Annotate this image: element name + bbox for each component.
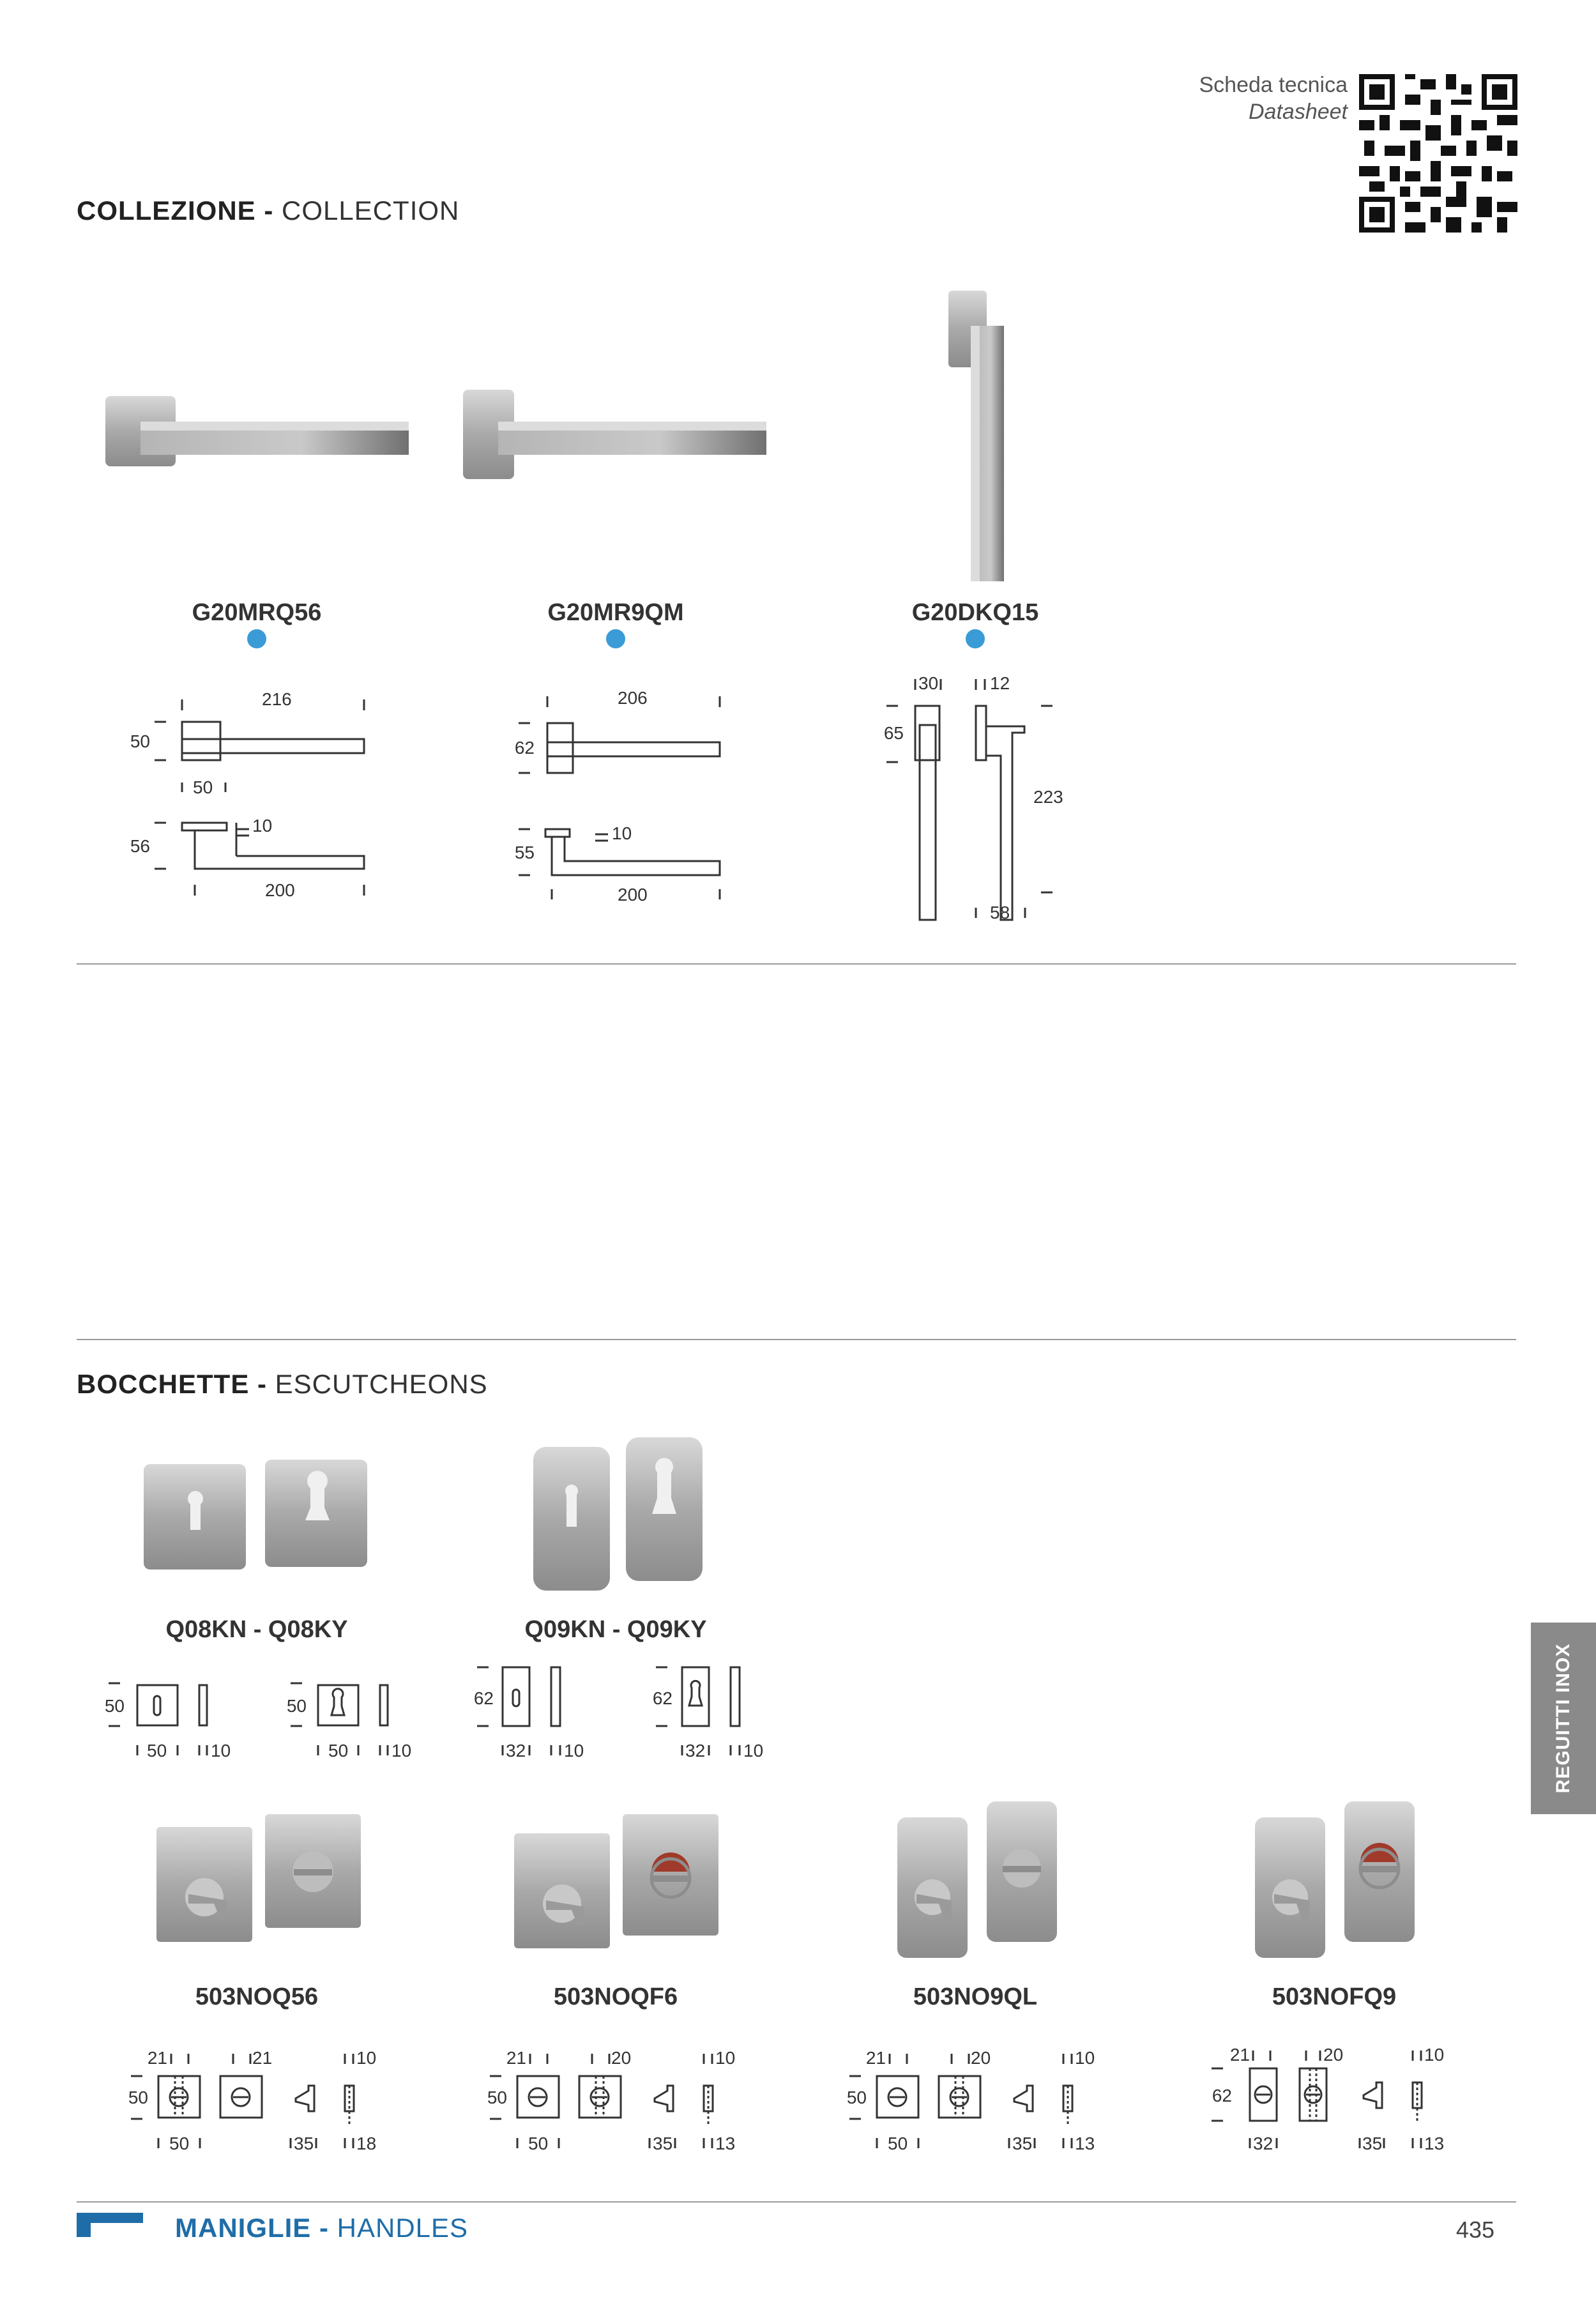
dim-label: 50: [487, 2088, 507, 2107]
privacy-set-image-503noqf6: [508, 1808, 725, 1955]
escutcheons-title-bold: BOCCHETTE -: [77, 1369, 275, 1399]
datasheet-label-en: Datasheet: [1249, 100, 1348, 124]
dim-label: 10: [1424, 2045, 1445, 2065]
brand-logo-icon: [77, 2213, 143, 2237]
escutcheon-image-q09: [527, 1434, 712, 1594]
dim-label: 50: [169, 2134, 190, 2153]
dim-label: 10: [743, 1741, 764, 1761]
product-code: 503NO9QL: [913, 1983, 1038, 2010]
dim-label: 21: [1229, 2045, 1250, 2065]
dim-label: 35: [294, 2134, 314, 2153]
side-tab[interactable]: [1531, 1623, 1596, 1814]
collection-title: [77, 195, 459, 226]
dim-label: 50: [104, 1696, 125, 1716]
dim-label: 200: [618, 885, 648, 905]
dim-label: 10: [356, 2048, 377, 2068]
finish-dot: [606, 629, 625, 648]
technical-drawing-q09: [469, 1661, 776, 1769]
dim-label: 32: [506, 1741, 526, 1761]
technical-drawing-503no9ql: [833, 2041, 1127, 2162]
dim-label: 32: [685, 1741, 706, 1761]
dim-label: 62: [1212, 2086, 1232, 2105]
product-code: 503NOQ56: [195, 1983, 319, 2010]
dim-label: 32: [1253, 2134, 1273, 2153]
product-code: G20DKQ15: [911, 599, 1039, 626]
divider: [77, 963, 1516, 965]
dim-label: 50: [528, 2134, 549, 2153]
product-code: 503NOFQ9: [1272, 1983, 1397, 2010]
dim-label: 50: [888, 2134, 908, 2153]
dim-label: 21: [147, 2048, 167, 2068]
dim-label: 62: [473, 1688, 494, 1708]
dim-label: 10: [211, 1741, 231, 1761]
dim-label: 50: [130, 731, 150, 751]
escutcheon-image-q08: [141, 1456, 377, 1578]
dim-label: 35: [1362, 2134, 1383, 2153]
dim-label: 50: [193, 777, 213, 797]
technical-drawing-g20mrq56: [130, 684, 383, 913]
dim-label: 10: [391, 1741, 412, 1761]
dim-label: 13: [715, 2134, 736, 2153]
dim-label: 10: [564, 1741, 584, 1761]
dim-label: 55: [514, 843, 535, 862]
dim-label: 56: [130, 836, 150, 856]
technical-drawing-503noq56: [115, 2041, 409, 2162]
product-code: G20MRQ56: [192, 599, 322, 626]
technical-drawing-g20dkq15: [869, 668, 1079, 929]
dim-label: 216: [262, 689, 292, 709]
handle-image-g20mrq56: [102, 383, 415, 479]
dim-label: 35: [1012, 2134, 1033, 2153]
dim-label: 10: [715, 2048, 736, 2068]
dim-label: 65: [883, 723, 904, 743]
technical-drawing-q08: [96, 1661, 428, 1769]
dim-label: 58: [990, 903, 1010, 922]
dim-label: 10: [1075, 2048, 1095, 2068]
dim-label: 50: [328, 1741, 349, 1761]
footer-divider: [77, 2201, 1516, 2203]
technical-drawing-503noqf6: [474, 2041, 768, 2162]
dim-label: 13: [1075, 2134, 1095, 2153]
product-code: Q09KN - Q09KY: [524, 1616, 707, 1643]
dim-label: 13: [1424, 2134, 1445, 2153]
dim-label: 206: [618, 688, 648, 708]
product-code: 503NOQF6: [553, 1983, 678, 2010]
privacy-set-image-503noq56: [150, 1808, 367, 1955]
technical-drawing-503nofq9: [1192, 2038, 1486, 2159]
dim-label: 20: [611, 2048, 632, 2068]
dim-label: 200: [265, 880, 295, 900]
privacy-set-image-503nofq9: [1249, 1798, 1427, 1964]
dim-label: 223: [1033, 787, 1063, 807]
dim-label: 62: [652, 1688, 673, 1708]
dim-label: 18: [356, 2134, 377, 2153]
dim-label: 30: [918, 673, 939, 693]
datasheet-label-it: Scheda tecnica: [1199, 73, 1348, 97]
footer-title-bold: MANIGLIE -: [175, 2213, 337, 2243]
footer-title: [175, 2213, 468, 2243]
dim-label: 20: [971, 2048, 991, 2068]
datasheet-label: [1086, 72, 1348, 125]
dim-label: 10: [252, 816, 273, 836]
dim-label: 20: [1323, 2045, 1344, 2065]
side-tab-label: REGUITTI INOX: [1553, 1643, 1574, 1794]
page-number: 435: [1455, 2217, 1494, 2243]
dim-label: 10: [612, 823, 632, 843]
dim-label: 50: [846, 2088, 867, 2107]
handle-image-g20mr9qm: [460, 386, 773, 482]
dim-label: 62: [514, 738, 535, 758]
dim-label: 21: [252, 2048, 273, 2068]
finish-dot: [966, 629, 985, 648]
dim-label: 50: [286, 1696, 307, 1716]
footer-title-light: HANDLES: [337, 2213, 469, 2243]
dim-label: 21: [865, 2048, 886, 2068]
qr-code-icon[interactable]: [1359, 74, 1517, 233]
product-code: Q08KN - Q08KY: [165, 1616, 348, 1643]
dim-label: 50: [128, 2088, 148, 2107]
dim-label: 35: [653, 2134, 673, 2153]
dim-label: 12: [990, 673, 1010, 693]
divider: [77, 1339, 1516, 1340]
handle-image-g20dkq15: [939, 287, 1015, 588]
dim-label: 50: [147, 1741, 167, 1761]
escutcheons-title-light: ESCUTCHEONS: [275, 1369, 488, 1399]
privacy-set-image-503no9ql: [891, 1798, 1070, 1964]
technical-drawing-g20mr9qm: [499, 684, 742, 913]
product-code: G20MR9QM: [547, 599, 684, 626]
collection-title-light: COLLECTION: [282, 195, 460, 225]
collection-title-bold: COLLEZIONE -: [77, 195, 282, 225]
finish-dot: [247, 629, 266, 648]
escutcheons-title: [77, 1369, 488, 1400]
dim-label: 21: [506, 2048, 526, 2068]
